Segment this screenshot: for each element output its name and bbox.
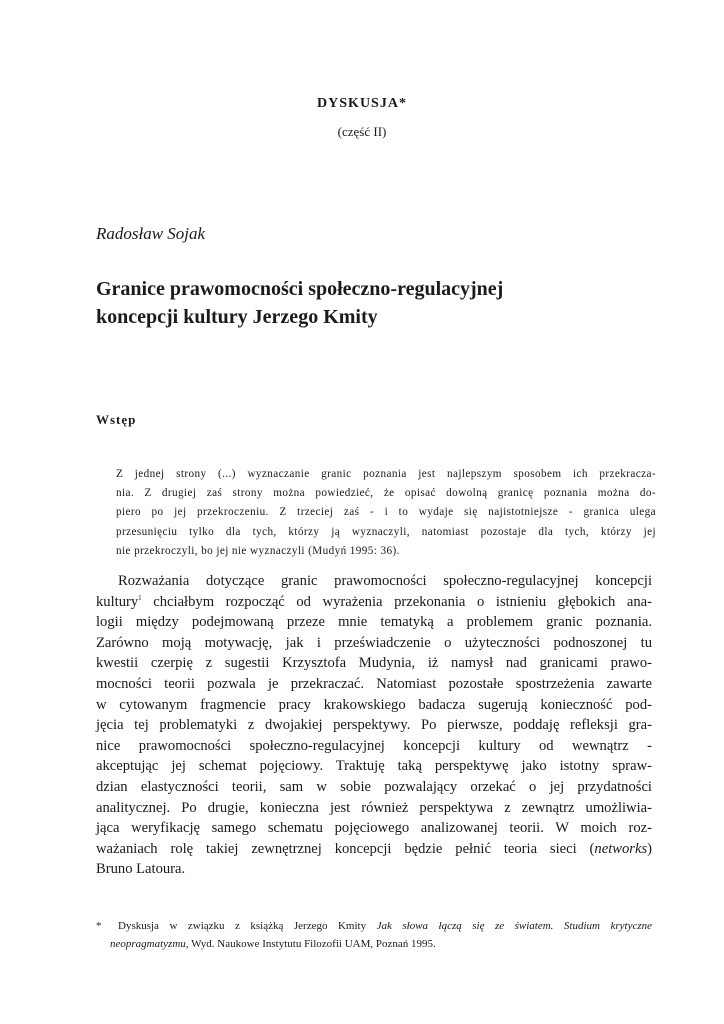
footnote-book-title: neopragmatyzmu,: [110, 938, 189, 950]
quote-line: przesunięciu tylko dla tych, którzy ją wyznaczyli, natomiast pozostaje dla tych, którzy jej: [116, 525, 656, 538]
footnote-marker: *: [96, 920, 102, 932]
body-line: Rozważania dotyczące granic prawomocności społeczno-regulacyjnej koncepcji: [118, 573, 652, 589]
footnote: [96, 917, 652, 953]
block-quote: [116, 465, 656, 561]
quote-line: nie przekroczyli, bo jej nie wyznaczyli (Mudyń 1995: 36).: [116, 544, 400, 557]
footnote-text: Wyd. Naukowe Instytutu Filozofii UAM, Poznań 1995.: [188, 938, 436, 950]
body-line: w cytowanym fragmencie pracy krakowskiego badacza sugerują konieczność pod-: [96, 696, 652, 713]
footnote-line: [96, 917, 652, 935]
footnote-text: Dyskusja w związku z książką Jerzego Kmity: [118, 920, 377, 932]
body-line: jąca weryfikację samego schematu pojęciowego analizowanej teorii. W moich roz-: [96, 820, 652, 837]
body-text-segment: kultury: [96, 593, 139, 610]
body-paragraph: [96, 571, 652, 880]
section-title: DYSKUSJA*: [317, 96, 407, 111]
footnote-book-title: Jak słowa łączą się ze światem. Studium krytyczne: [376, 920, 653, 932]
article-title-line: Granice prawomocności społeczno-regulacyjnej: [96, 278, 504, 300]
body-text-segment: ): [647, 840, 652, 857]
body-line: nice prawomocności społeczno-regulacyjnej koncepcji kultury od wewnątrz -: [96, 737, 652, 754]
quote-line: Z jednej strony (...) wyznaczanie granic poznania jest najlepszym sposobem ich przekracza-: [116, 468, 656, 480]
article-title: [96, 275, 656, 331]
body-line: mocności teorii pozwala je przekraczać. Natomiast pozostałe spostrzeżenia zawarte: [96, 675, 652, 692]
footnote-ref[interactable]: 1: [138, 593, 142, 602]
body-line: Bruno Latoura.: [96, 861, 186, 878]
body-line: [96, 592, 652, 613]
body-line: [96, 839, 652, 860]
body-line: kwestii czerpię z sugestii Krzysztofa Mudynia, iż namysł nad granicami prawo-: [96, 655, 652, 672]
quote-line: nia. Z drugiej zaś strony można powiedzieć, że opisać dowolną granicę poznania można do-: [116, 487, 656, 500]
body-line: Zarówno moją motywację, jak i przeświadczenie o użyteczności podnoszonej tu: [96, 634, 652, 651]
article-author: Radosław Sojak: [96, 224, 206, 243]
body-line: akceptując jej schemat pojęciowy. Traktuję taką perspektywę jako istotny spraw-: [96, 758, 652, 775]
body-line: analitycznej. Po drugie, konieczna jest również perspektywa z zewnątrz umożliwia-: [96, 799, 652, 816]
body-text-italic: networks: [594, 840, 648, 857]
section-part: (część II): [337, 124, 387, 139]
body-text-segment: chciałbym rozpocząć od wyrażenia przekonania o istnieniu głębokich ana-: [141, 593, 652, 610]
body-line: logii między podejmowaną przeze mnie tematyką a problemem granic poznania.: [96, 614, 652, 631]
quote-line: piero po jej przekroczeniu. Z trzeciej zaś - i to wydaje się najistotniejsze - granica ulega: [116, 506, 656, 519]
body-line: dzian elastyczności teorii, sam w sobie pozwalający orzekać o jej przydatności: [96, 778, 652, 795]
article-title-line: koncepcji kultury Jerzego Kmity: [96, 306, 378, 328]
section-heading: Wstęp: [96, 412, 137, 427]
body-text-segment: ważaniach rolę takiej zewnętrznej koncepcji będzie pełnić teoria sieci (: [96, 840, 595, 857]
body-line: jęcia tej problematyki z dwojakiej perspektywy. Po pierwsze, poddaję refleksji gra-: [96, 717, 652, 734]
footnote-line: [96, 935, 652, 953]
